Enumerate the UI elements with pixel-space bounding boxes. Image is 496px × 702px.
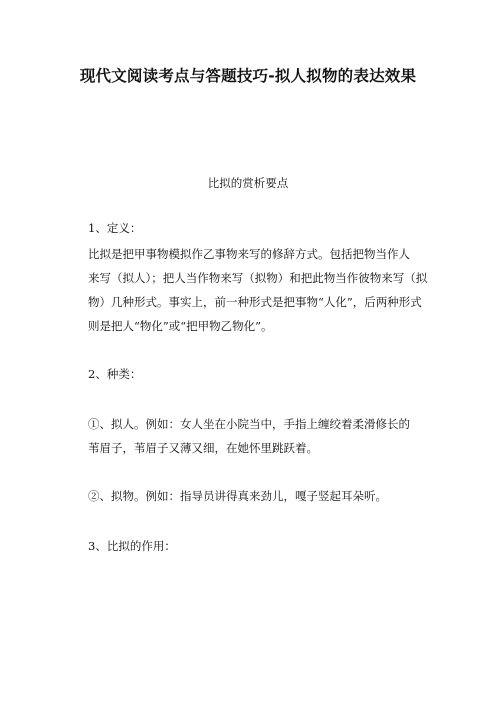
definition-line-2: 来写（拟人）；把人当作物来写（拟物）和把此物当作彼物来写（拟	[88, 271, 428, 285]
type-personification-line-2: 苇眉子，苇眉子又薄又细，在她怀里跳跃着。	[88, 441, 318, 455]
types-heading: 2、种类：	[88, 367, 142, 381]
definition-line-4: 则是把人“物化”或“把甲物乙物化”。	[88, 319, 273, 333]
type-personification-line-1: ①、拟人。例如：女人坐在小院当中，手指上缠绞着柔滑修长的	[88, 417, 410, 431]
function-heading: 3、比拟的作用：	[88, 539, 176, 553]
definition-line-3: 物）几种形式。事实上，前一种形式是把事物“人化”，后两种形式	[88, 295, 422, 309]
type-objectification-line: ②、拟物。例如：指导员讲得真来劲儿，嘎子竖起耳朵听。	[88, 489, 387, 503]
section-subtitle: 比拟的赏析要点	[207, 176, 289, 190]
definition-heading: 1、定义：	[88, 221, 142, 235]
definition-line-1: 比拟是把甲事物模拟作乙事物来写的修辞方式。包括把物当作人	[88, 247, 410, 261]
document-title: 现代文阅读考点与答题技巧-拟人拟物的表达效果	[79, 67, 417, 85]
